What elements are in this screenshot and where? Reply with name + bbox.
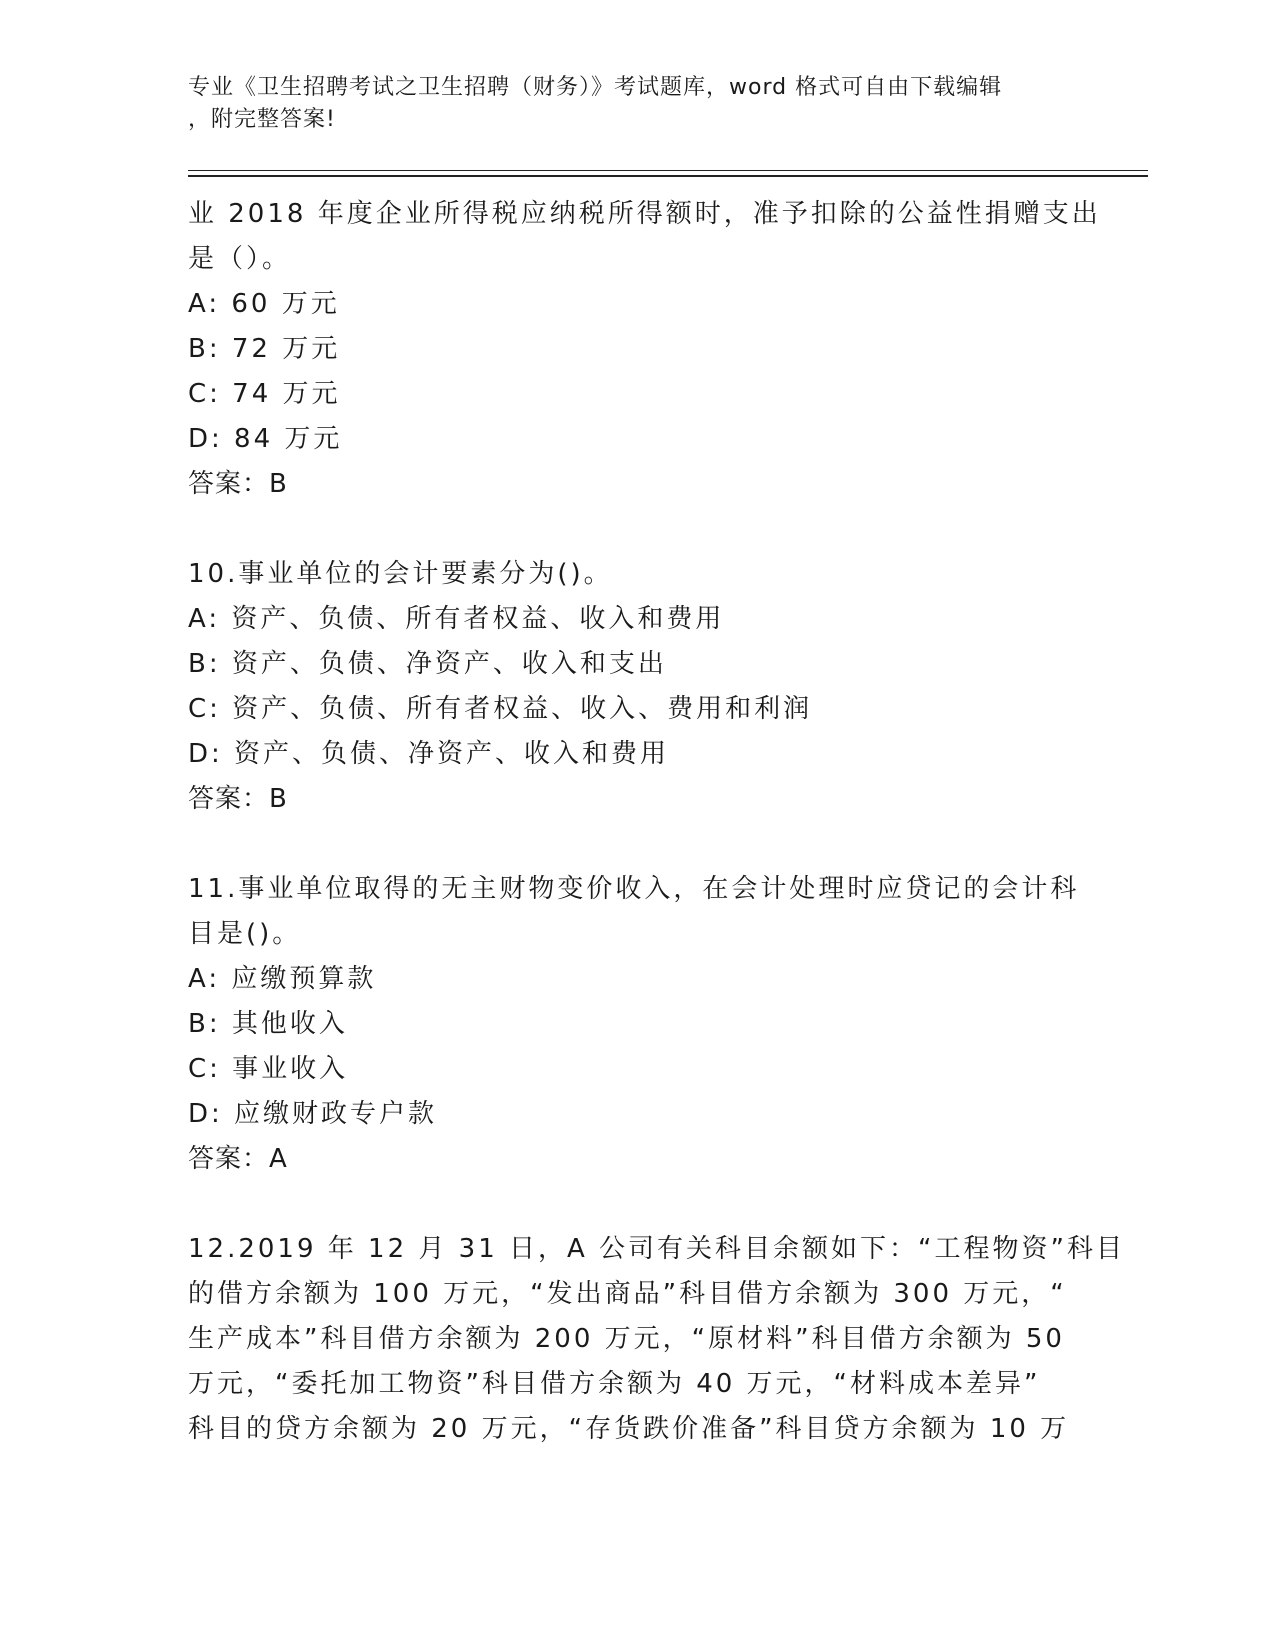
question-stem-line: 的借方余额为 100 万元，“发出商品”科目借方余额为 300 万元，“ — [188, 1279, 1067, 1309]
question-stem-line: 业 2018 年度企业所得税应纳税所得额时，准予扣除的公益性捐赠支出 — [188, 199, 1101, 229]
question-content — [188, 192, 1125, 1452]
question-stem-line: 万元，“委托加工物资”科目借方余额为 40 万元，“材料成本差异” — [188, 1369, 1041, 1399]
question-11 — [188, 867, 1088, 1182]
header-divider-thin — [188, 170, 1148, 171]
option-b: B: 资产、负债、净资产、收入和支出 — [188, 649, 667, 679]
question-10 — [188, 552, 1088, 822]
question-stem-line: 目是()。 — [188, 919, 302, 949]
question-stem-line: 科目的贷方余额为 20 万元，“存货跌价准备”科目贷方余额为 10 万 — [188, 1414, 1070, 1444]
option-b: B: 其他收入 — [188, 1009, 348, 1039]
option-d: D: 资产、负债、净资产、收入和费用 — [188, 739, 670, 769]
answer-line: 答案：A — [188, 1144, 288, 1174]
question-9 — [188, 192, 1101, 507]
question-12 — [188, 1227, 1125, 1452]
spacer — [188, 507, 1088, 552]
header-line-2: ，附完整答案! — [188, 107, 336, 132]
option-a: A: 60 万元 — [188, 289, 340, 319]
option-d: D: 84 万元 — [188, 424, 343, 454]
option-c: C: 74 万元 — [188, 379, 341, 409]
question-stem-line: 12.2019 年 12 月 31 日，A 公司有关科目余额如下：“工程物资”科目 — [188, 1234, 1125, 1264]
answer-line: 答案：B — [188, 469, 288, 499]
option-c: C: 事业收入 — [188, 1054, 349, 1084]
question-stem-line: 11.事业单位取得的无主财物变价收入，在会计处理时应贷记的会计科 — [188, 874, 1080, 904]
answer-line: 答案：B — [188, 784, 288, 814]
question-stem-line: 10.事业单位的会计要素分为()。 — [188, 559, 613, 589]
option-d: D: 应缴财政专户款 — [188, 1099, 438, 1129]
spacer — [188, 1182, 1088, 1227]
question-stem-line: 是（）。 — [188, 244, 292, 274]
question-stem-line: 生产成本”科目借方余额为 200 万元，“原材料”科目借方余额为 50 — [188, 1324, 1065, 1354]
document-header — [188, 72, 1068, 136]
option-a: A: 资产、负债、所有者权益、收入和费用 — [188, 604, 725, 634]
spacer — [188, 822, 1088, 867]
option-a: A: 应缴预算款 — [188, 964, 377, 994]
option-c: C: 资产、负债、所有者权益、收入、费用和利润 — [188, 694, 813, 724]
option-b: B: 72 万元 — [188, 334, 341, 364]
header-line-1: 专业《卫生招聘考试之卫生招聘（财务）》考试题库，word 格式可自由下载编辑 — [188, 75, 1003, 100]
header-divider-thick — [188, 175, 1148, 177]
